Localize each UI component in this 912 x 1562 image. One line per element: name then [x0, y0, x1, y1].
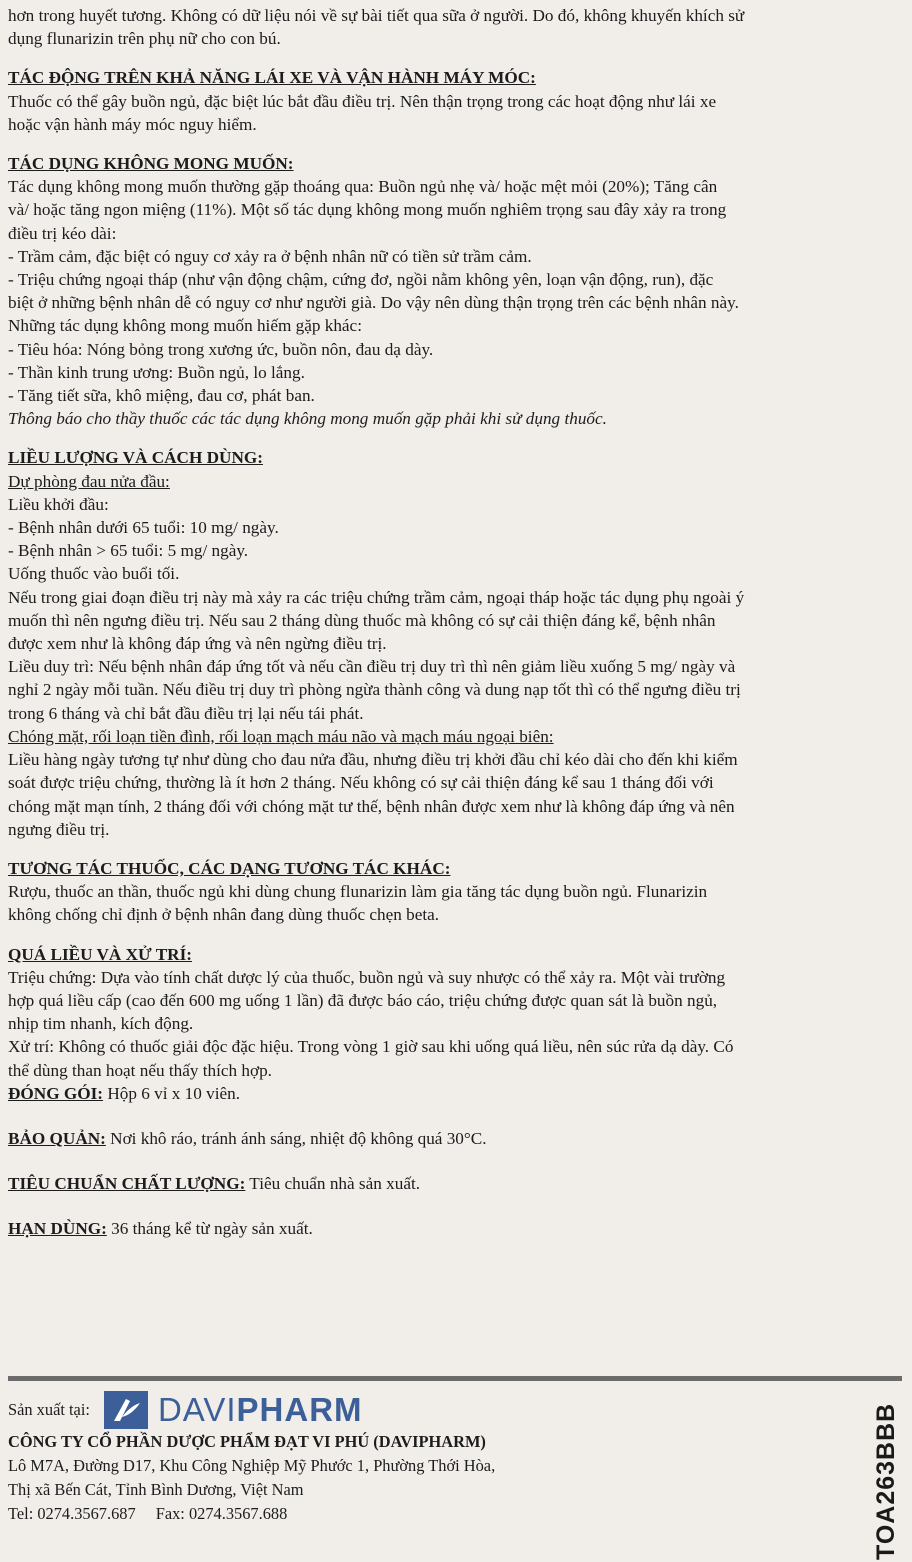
section-line: thể dùng than hoạt nếu thấy thích hợp. [8, 1060, 272, 1080]
tel-number: Tel: 0274.3567.687 [8, 1504, 136, 1523]
subheading-vertigo: Chóng mặt, rối loạn tiền đình, rối loạn mạch máu não và mạch máu ngoại biên: [8, 726, 554, 746]
section-heading: TÁC DỤNG KHÔNG MONG MUỐN: [8, 154, 294, 174]
section-line: - Tăng tiết sữa, khô miệng, đau cơ, phát ban. [8, 386, 315, 406]
section-line: soát được triệu chứng, thường là ít hơn 2 tháng. Nếu không có sự cải thiện đáng kể sau 1 tháng đối với [8, 773, 714, 793]
logo-text-light: DAVI [157, 1391, 237, 1428]
standard-value: Tiêu chuẩn nhà sản xuất. [245, 1174, 421, 1194]
section-heading: QUÁ LIỀU VÀ XỬ TRÍ: [8, 944, 192, 964]
section-line: - Trầm cảm, đặc biệt có nguy cơ xảy ra ở bệnh nhân nữ có tiền sử trầm cảm. [8, 246, 532, 266]
section-line: Rượu, thuốc an thần, thuốc ngủ khi dùng chung flunarizin làm gia tăng tác dụng buồn ngủ. Flunarizin [8, 882, 708, 902]
expiry-line [8, 1217, 896, 1240]
expiry-value: 36 tháng kể từ ngày sản xuất. [106, 1219, 313, 1239]
section-dosage [8, 446, 896, 840]
intro-line: hơn trong huyết tương. Không có dữ liệu nói về sự bài tiết qua sữa ở người. Do đó, không khuyến khích sử [8, 6, 745, 25]
section-line: điều trị kéo dài: [8, 223, 117, 243]
section-driving [8, 66, 896, 136]
divider-rule [8, 1376, 902, 1381]
section-line: biệt ở những bệnh nhân dễ có nguy cơ như người già. Do vậy nên dùng thận trọng trên các bệnh nhân này. [8, 293, 739, 313]
section-line: - Triệu chứng ngoại tháp (như vận động chậm, cứng đơ, ngồi nằm không yên, loạn vận động, run), đặc [8, 270, 714, 290]
section-heading: LIỀU LƯỢNG VÀ CÁCH DÙNG: [8, 448, 263, 468]
contact-line [8, 1502, 848, 1526]
section-line: ngưng điều trị. [8, 819, 110, 839]
section-line: - Tiêu hóa: Nóng bỏng trong xương ức, buồn nôn, đau dạ dày. [8, 339, 434, 359]
section-heading: TƯƠNG TÁC THUỐC, CÁC DẠNG TƯƠNG TÁC KHÁC: [8, 858, 451, 878]
section-line: và/ hoặc tăng ngon miệng (11%). Một số tác dụng không mong muốn nghiêm trọng sau đây xảy ra trong [8, 200, 727, 220]
intro-line: dụng flunarizin trên phụ nữ cho con bú. [8, 29, 281, 49]
section-line: nghỉ 2 ngày mỗi tuần. Nếu điều trị duy trì phòng ngừa thành công và dung nạp tốt thì có thể ngưng điều trị [8, 680, 741, 700]
packaging-value: Hộp 6 vỉ x 10 viên. [103, 1083, 241, 1103]
section-side-effects [8, 152, 896, 430]
manufacturer-block [8, 1390, 848, 1526]
section-line: được xem như là không đáp ứng và nên ngừng điều trị. [8, 634, 387, 654]
davipharm-logo-text [157, 1391, 363, 1428]
davipharm-logo-icon [104, 1391, 148, 1429]
section-heading: TÁC ĐỘNG TRÊN KHẢ NĂNG LÁI XE VÀ VẬN HÀNH MÁY MÓC: [8, 68, 536, 88]
leaflet-body [8, 4, 896, 1241]
packaging-line [8, 1082, 896, 1105]
document-code: TOA263BBB [872, 1402, 900, 1560]
section-interactions [8, 857, 896, 927]
address-line: Lô M7A, Đường D17, Khu Công Nghiệp Mỹ Phước 1, Phường Thới Hòa, [8, 1456, 496, 1475]
section-line: - Thần kinh trung ương: Buồn ngủ, lo lắng. [8, 362, 305, 382]
standard-line [8, 1172, 896, 1195]
section-line: hoặc vận hành máy móc nguy hiểm. [8, 114, 257, 134]
storage-line [8, 1127, 896, 1150]
subheading-migraine: Dự phòng đau nửa đầu: [8, 471, 170, 491]
section-line: nhịp tim nhanh, kích động. [8, 1014, 194, 1034]
made-at-label: Sản xuất tại: [8, 1400, 90, 1419]
section-line: Liều hàng ngày tương tự như dùng cho đau nửa đầu, nhưng điều trị khởi đầu chỉ kéo dài cho đến khi kiểm [8, 750, 738, 770]
storage-value: Nơi khô ráo, tránh ánh sáng, nhiệt độ không quá 30°C. [105, 1128, 487, 1148]
standard-label: TIÊU CHUẨN CHẤT LƯỢNG: [8, 1174, 246, 1194]
section-line: hợp quá liều cấp (cao đến 600 mg uống 1 lần) đã được báo cáo, triệu chứng được quan sát là buồn ngủ, [8, 990, 718, 1010]
section-line: chóng mặt mạn tính, 2 tháng đối với chóng mặt tư thế, bệnh nhân được xem như là không đáp ứng và nên [8, 796, 735, 816]
section-overdose [8, 943, 896, 1082]
section-line: - Bệnh nhân > 65 tuổi: 5 mg/ ngày. [8, 541, 249, 561]
section-line: Uống thuốc vào buổi tối. [8, 564, 180, 584]
section-line: Những tác dụng không mong muốn hiếm gặp khác: [8, 316, 362, 336]
section-line: Liều khởi đầu: [8, 494, 109, 514]
company-name: CÔNG TY CỔ PHẦN DƯỢC PHẨM ĐẠT VI PHÚ (DAVIPHARM) [8, 1432, 486, 1451]
address-line: Thị xã Bến Cát, Tỉnh Bình Dương, Việt Nam [8, 1480, 304, 1499]
storage-label: BẢO QUẢN: [8, 1128, 106, 1148]
section-line: muốn thì nên ngưng điều trị. Nếu sau 2 tháng dùng thuốc mà không có sự cải thiện đáng kể, bệnh nhân [8, 610, 716, 630]
made-at-row [8, 1390, 848, 1430]
section-line: Thuốc có thể gây buồn ngủ, đặc biệt lúc bắt đầu điều trị. Nên thận trọng trong các hoạt động như lái xe [8, 91, 717, 111]
fax-number: Fax: 0274.3567.688 [155, 1504, 288, 1523]
logo-text-bold: PHARM [236, 1391, 363, 1428]
section-line: Liều duy trì: Nếu bệnh nhân đáp ứng tốt và nếu cần điều trị duy trì thì nên giảm liều xuống 5 mg/ ngày và [8, 657, 736, 677]
section-line: trong 6 tháng và chỉ bắt đầu điều trị lại nếu tái phát. [8, 703, 364, 723]
packaging-label: ĐÓNG GÓI: [8, 1083, 104, 1103]
report-notice: Thông báo cho thầy thuốc các tác dụng không mong muốn gặp phải khi sử dụng thuốc. [8, 409, 607, 429]
section-line: Triệu chứng: Dựa vào tính chất dược lý của thuốc, buồn ngủ và suy nhược có thể xảy ra. Một vài trường [8, 967, 726, 987]
expiry-label: HẠN DÙNG: [8, 1219, 107, 1239]
section-line: không chống chỉ định ở bệnh nhân đang dùng thuốc chẹn beta. [8, 905, 440, 925]
section-line: Tác dụng không mong muốn thường gặp thoáng qua: Buồn ngủ nhẹ và/ hoặc mệt mỏi (20%); Tăng cân [8, 177, 718, 197]
section-line: Nếu trong giai đoạn điều trị này mà xảy ra các triệu chứng trầm cảm, ngoại tháp hoặc tác dụng phụ ngoài ý [8, 587, 745, 607]
section-line: Xử trí: Không có thuốc giải độc đặc hiệu. Trong vòng 1 giờ sau khi uống quá liều, nên súc rửa dạ dày. Có [8, 1037, 734, 1057]
section-line: - Bệnh nhân dưới 65 tuổi: 10 mg/ ngày. [8, 518, 279, 538]
